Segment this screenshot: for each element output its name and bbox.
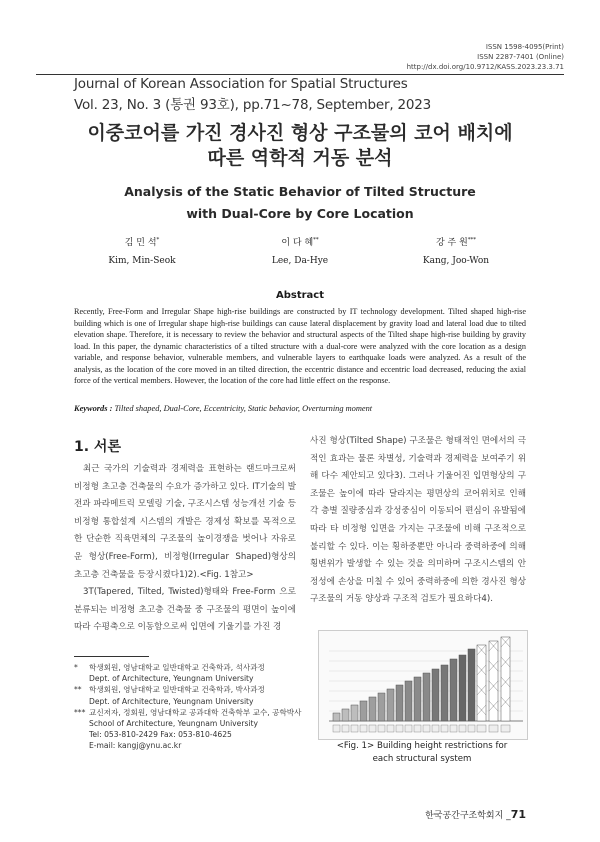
right-column: [310, 433, 526, 609]
title-en-line1: Analysis of the Static Behavior of Tilted Structure: [124, 184, 476, 199]
footnote-2-line2: Dept. of Architecture, Yeungnam University: [89, 696, 254, 706]
left-paragraph-1: 최근 국가의 기술력과 경제력을 표현하는 랜드마크로써 비정형 초고층 건축물의 수요가 증가하고 있다. IT기술의 발전과 파라메트릭 모델링 기술, 구조시스템 성능개선 기술 등 비정형 통합설계 시스템의 개발은 경제성 확보를 목적으로 한 단순한 직육면체의 구조물의 높이경쟁을 벗어나 자유로운 형상(Free-Form), 비정형(Irregular Shaped)형상의 초고층 건축물을 등장시켰다1)2).<Fig. 1참고>: [74, 464, 296, 580]
abstract-text: Recently, Free-Form and Irregular Shape high-rise buildings are constructed by IT technology development. Tilted shaped high-rise building which is one of Irregular shape high-rise buildings can cause lateral displacement by gravity load and lateral load due to tilted elevation shape. Therefore, it is necessary to review the behavior and structural aspects of the Tilted shape high-rise building by gravity load. In this paper, the dynamic characteristics of a tilted structure with a dual-core were analyzed with the core location as a design variable, and response behavior, vulnerable members, and vulnerable layers to earthquake loads were analyzed. As a result of the analysis, as the location of the core moved in an tilted direction, the eccentric distance and eccentric load decreased, reducing the axial force of the vertical members. However, the location of the core had little effect on the response.: [74, 307, 526, 385]
author-2-en: Lee, Da-Hye: [271, 256, 329, 266]
left-paragraph-2: 3T(Tapered, Tilted, Twisted)형태와 Free-Form 으로 분류되는 비정형 초고층 건축물 중 구조물의 평면이 높이에 따라 수평축으로 이동함으로써 입면에 기울기를 가진 경: [74, 587, 296, 633]
title-english: [36, 181, 564, 225]
keywords-list: Tilted shaped, Dual-Core, Eccentricity, Static behavior, Overturning moment: [114, 404, 373, 413]
header-rule: [36, 74, 564, 75]
footnote-2-mark: **: [74, 685, 82, 695]
section-heading: 1. 서론: [74, 439, 121, 455]
keywords-label: Keywords :: [74, 404, 113, 413]
page-footer: [425, 808, 526, 821]
caption-line2: each structural system: [372, 753, 472, 764]
keywords-line: [74, 404, 526, 413]
issn-print: ISSN 1598-4095(Print): [485, 43, 564, 51]
title-ko-line1: 이중코어를 가진 경사진 형상 구조물의 코어 배치에: [87, 122, 513, 144]
building-height-figure: [319, 631, 527, 739]
right-paragraph-1: 사진 형상(Tilted Shape) 구조물은 형태적인 면에서의 극적인 효과는 물론 차별성, 기술력과 경제력을 보여주기 위해 다수 제안되고 있다3). 그러나 기울어진 입면형상의 구조물은 높이에 따라 달라지는 평면상의 코어위치로 인해 각 층별 질량중심과 강성중심이 이동되어 편심이 유발됨에 따라 타 비정형 입면을 가지는 구조물에 비해 구조적으로 불리할 수 있다. 이는 횡하중뿐만 아니라 중력하중에 의해 횡변위가 발생할 수 있는 것을 의미하며 구조시스템의 안정성에 손상을 미칠 수 있어 중력하중에 의한 경사진 형상 구조물의 거동 양상과 구조적 검토가 필요하다4).: [310, 436, 526, 605]
footnote-3-mark: ***: [74, 707, 86, 717]
title-korean: [36, 121, 564, 171]
author-3: [396, 231, 516, 270]
caption-line1: <Fig. 1> Building height restrictions for: [336, 741, 508, 751]
footnote-1-mark: *: [74, 663, 78, 672]
footnote-3-line4: E-mail: kangj@ynu.ac.kr: [89, 741, 182, 751]
volume-line: Vol. 23, No. 3 (통권 93호), pp.71~78, September, 2023: [74, 97, 432, 113]
issn-block: [407, 42, 564, 72]
footnote-3-line1: 교신저자, 정회원, 영남대학교 공과대학 건축학부 교수, 공학박사: [89, 707, 302, 717]
left-column: [74, 461, 296, 637]
footnote-3-line2: School of Architecture, Yeungnam University: [89, 719, 259, 729]
footnote-2-line1: 학생회원, 영남대학교 일반대학교 건축학과, 박사과정: [89, 685, 265, 695]
footnote-3-line3: Tel: 053-810-2429 Fax: 053-810-4625: [89, 730, 232, 740]
abstract-heading: Abstract: [275, 290, 325, 301]
title-ko-line2: 따른 역학적 거동 분석: [207, 147, 393, 169]
author-3-mark: ***: [467, 237, 477, 243]
footnote-rule: [74, 656, 149, 657]
figure-caption: [318, 740, 526, 765]
author-2-mark: **: [313, 237, 319, 243]
author-3-ko: 강 주 원: [435, 238, 468, 248]
author-1: [82, 231, 202, 270]
author-2: [240, 231, 360, 270]
footnote-1-line2: Dept. of Architecture, Yeungnam University: [89, 674, 254, 684]
author-1-mark: *: [156, 237, 160, 243]
issn-online: ISSN 2287-7401 (Online): [477, 53, 564, 61]
author-2-ko: 이 다 혜: [281, 238, 314, 248]
title-en-line2: with Dual-Core by Core Location: [186, 206, 414, 221]
footer-journal: 한국공간구조학회지 _: [425, 811, 511, 821]
figure-1: [318, 630, 528, 740]
footnotes: [74, 662, 304, 752]
author-1-en: Kim, Min-Seok: [108, 256, 176, 266]
author-3-en: Kang, Joo-Won: [422, 256, 490, 266]
footnote-1-line1: 학생회원, 영남대학교 일반대학교 건축학과, 석사과정: [89, 663, 265, 672]
doi-link[interactable]: http://dx.doi.org/10.9712/KASS.2023.23.3.71: [406, 63, 564, 71]
page-number: 71: [510, 808, 526, 821]
author-1-ko: 김 민 석: [124, 238, 157, 248]
journal-name: Journal of Korean Association for Spatial Structures: [74, 76, 408, 92]
